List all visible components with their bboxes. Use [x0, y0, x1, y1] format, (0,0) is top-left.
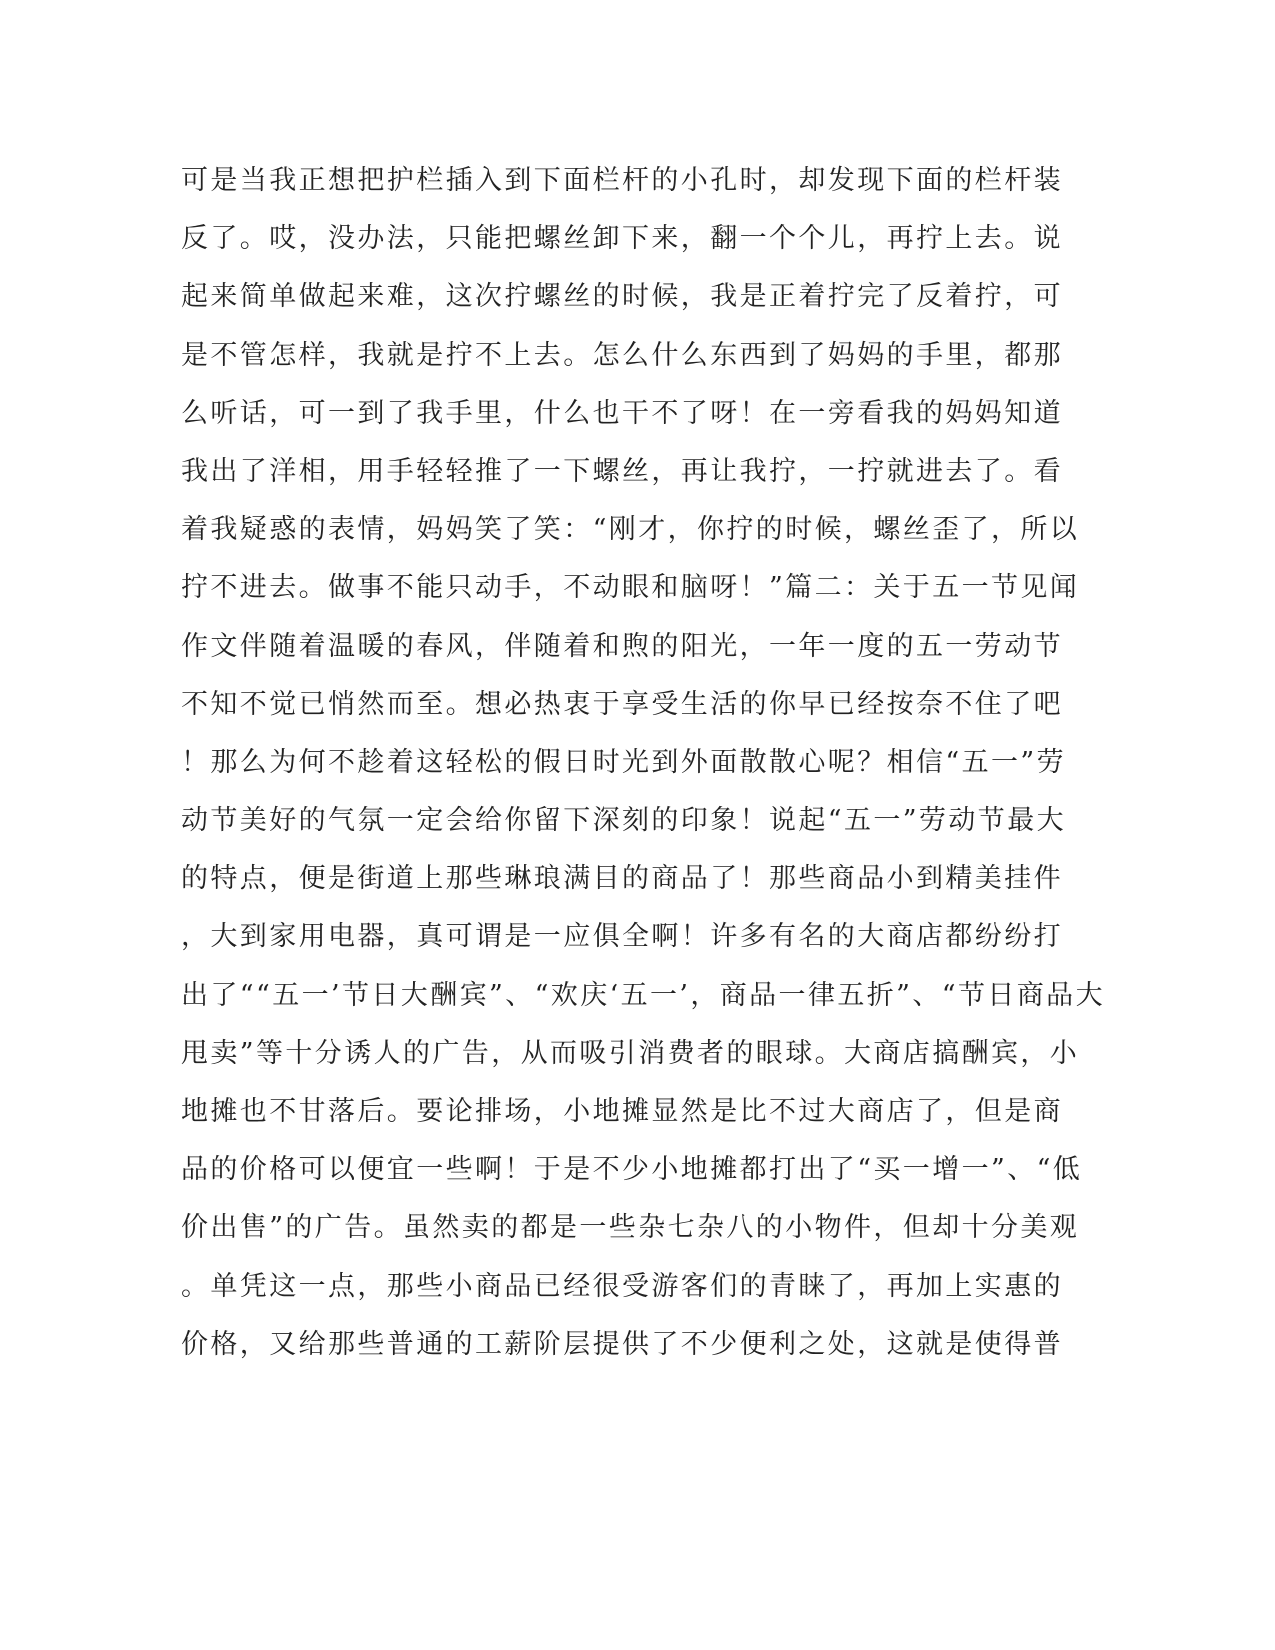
text-line: 品的价格可以便宜一些啊！于是不少小地摊都打出了“买一增一”、“低	[181, 1154, 1083, 1186]
text-line: ，大到家用电器，真可谓是一应俱全啊！许多有名的大商店都纷纷打	[181, 921, 1063, 953]
text-line: 作文伴随着温暖的春风，伴随着和煦的阳光，一年一度的五一劳动节	[181, 630, 1063, 662]
text-line: 价格，又给那些普通的工薪阶层提供了不少便利之处，这就是使得普	[181, 1328, 1063, 1360]
text-line: 。单凭这一点，那些小商品已经很受游客们的青睐了，再加上实惠的	[181, 1270, 1063, 1302]
text-line: 的特点，便是街道上那些琳琅满目的商品了！那些商品小到精美挂件	[181, 863, 1063, 895]
text-line: 甩卖”等十分诱人的广告，从而吸引消费者的眼球。大商店搞酬宾，小	[181, 1037, 1080, 1069]
text-line: 地摊也不甘落后。要论排场，小地摊显然是比不过大商店了，但是商	[181, 1096, 1063, 1127]
text-line: 着我疑惑的表情，妈妈笑了笑：“刚才，你拧的时候，螺丝歪了，所以	[181, 514, 1080, 546]
text-line: 反了。哎，没办法，只能把螺丝卸下来，翻一个个儿，再拧上去。说	[181, 223, 1063, 255]
text-line: 可是当我正想把护栏插入到下面栏杆的小孔时，却发现下面的栏杆装	[181, 165, 1063, 196]
text-line: 么听话，可一到了我手里，什么也干不了呀！在一旁看我的妈妈知道	[181, 397, 1063, 429]
text-line: 动节美好的气氛一定会给你留下深刻的印象！说起“五一”劳动节最大	[181, 805, 1067, 837]
text-line: 起来简单做起来难，这次拧螺丝的时候，我是正着拧完了反着拧，可	[181, 281, 1063, 313]
text-line: 出了““五一’节日大酬宾”、“欢庆‘五一’，商品一律五折”、“节日商品大	[181, 979, 1105, 1011]
text-line: 我出了洋相，用手轻轻推了一下螺丝，再让我拧，一拧就进去了。看	[181, 455, 1063, 487]
text-line: 拧不进去。做事不能只动手，不动眼和脑呀！”篇二：关于五一节见闻	[181, 572, 1080, 604]
text-line: 价出售”的广告。虽然卖的都是一些杂七杂八的小物件，但却十分美观	[181, 1212, 1080, 1244]
body-text	[181, 158, 1105, 1380]
text-line: ！那么为何不趁着这轻松的假日时光到外面散散心呢？相信“五一”劳	[181, 746, 1067, 778]
text-line: 是不管怎样，我就是拧不上去。怎么什么东西到了妈妈的手里，都那	[181, 339, 1063, 371]
text-line: 不知不觉已悄然而至。想必热衷于享受生活的你早已经按奈不住了吧	[181, 688, 1063, 720]
